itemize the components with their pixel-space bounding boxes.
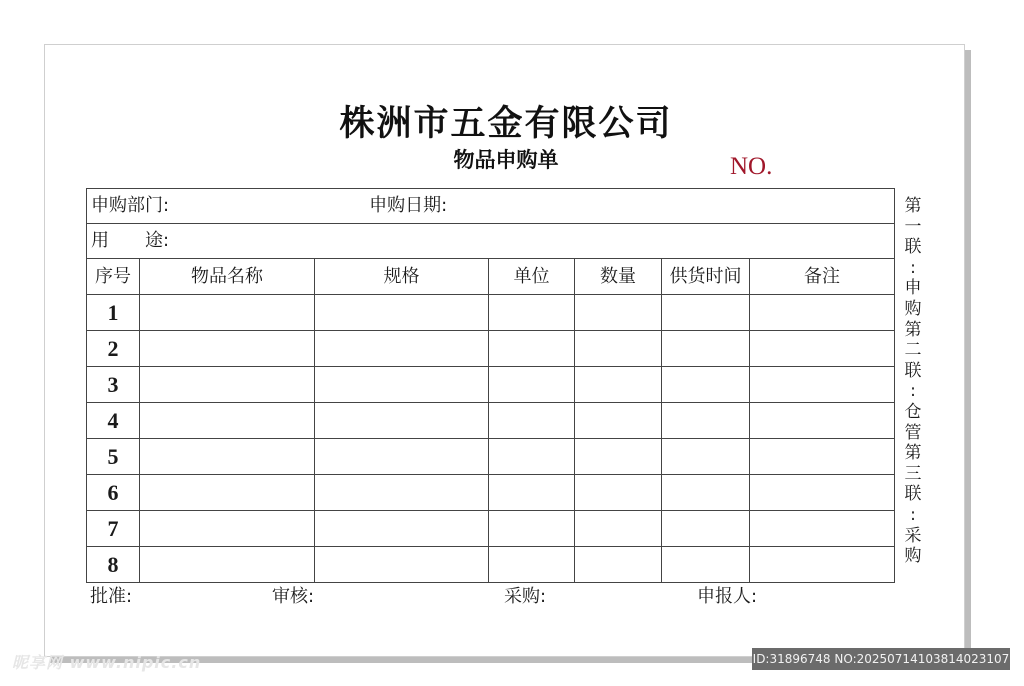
row-cell[interactable] — [140, 331, 315, 367]
row-cell[interactable] — [750, 475, 895, 511]
date-label: 申购日期: — [369, 195, 448, 216]
row-cell[interactable] — [750, 367, 895, 403]
row-cell[interactable] — [315, 331, 489, 367]
side-note-char: 联 — [904, 360, 922, 381]
row-cell[interactable] — [575, 331, 662, 367]
dept-date-cell[interactable] — [87, 189, 895, 224]
column-header: 备注 — [750, 259, 895, 295]
side-note-char: 第 — [904, 319, 922, 340]
purpose-row — [87, 224, 895, 259]
copy-distribution-note — [903, 196, 923, 567]
row-cell[interactable] — [489, 403, 575, 439]
row-cell[interactable] — [489, 439, 575, 475]
row-cell[interactable] — [750, 295, 895, 331]
row-cell[interactable] — [489, 511, 575, 547]
side-note-char: 购 — [904, 546, 922, 567]
row-cell[interactable] — [489, 295, 575, 331]
row-number: 5 — [87, 439, 140, 475]
purpose-label: 用 途: — [91, 230, 170, 251]
row-cell[interactable] — [750, 439, 895, 475]
row-cell[interactable] — [315, 511, 489, 547]
row-cell[interactable] — [140, 475, 315, 511]
side-note-char: 二 — [904, 340, 922, 361]
row-cell[interactable] — [315, 367, 489, 403]
reporter-label: 申报人: — [697, 586, 758, 607]
purpose-cell[interactable] — [87, 224, 895, 259]
row-cell[interactable] — [662, 331, 750, 367]
row-cell[interactable] — [489, 475, 575, 511]
row-cell[interactable] — [750, 403, 895, 439]
table-body — [87, 295, 895, 583]
table-row — [87, 403, 895, 439]
row-cell[interactable] — [575, 475, 662, 511]
serial-number-label: NO. — [730, 153, 773, 180]
row-cell[interactable] — [750, 547, 895, 583]
row-cell[interactable] — [662, 295, 750, 331]
row-number: 4 — [87, 403, 140, 439]
review-label: 审核: — [272, 586, 315, 607]
company-name: 株洲市五金有限公司 — [339, 104, 673, 144]
row-cell[interactable] — [662, 367, 750, 403]
column-header: 规格 — [315, 259, 489, 295]
row-cell[interactable] — [662, 547, 750, 583]
side-note-char: 仓 — [904, 401, 922, 422]
row-cell[interactable] — [140, 367, 315, 403]
row-cell[interactable] — [750, 331, 895, 367]
row-number: 6 — [87, 475, 140, 511]
form-title: 物品申购单 — [453, 148, 559, 172]
column-header: 物品名称 — [140, 259, 315, 295]
column-header: 供货时间 — [662, 259, 750, 295]
side-note-char: 申 — [904, 278, 922, 299]
row-cell[interactable] — [575, 295, 662, 331]
row-cell[interactable] — [575, 511, 662, 547]
side-note-char: 联 — [904, 237, 922, 258]
side-note-char: 购 — [904, 298, 922, 319]
column-header: 数量 — [575, 259, 662, 295]
row-number: 7 — [87, 511, 140, 547]
row-number: 1 — [87, 295, 140, 331]
table-row — [87, 475, 895, 511]
row-cell[interactable] — [662, 511, 750, 547]
row-cell[interactable] — [140, 511, 315, 547]
approve-label: 批准: — [90, 586, 133, 607]
column-header: 序号 — [87, 259, 140, 295]
row-cell[interactable] — [315, 475, 489, 511]
watermark-logo: 昵享网 www.nipic.cn — [12, 653, 202, 672]
row-cell[interactable] — [575, 547, 662, 583]
row-cell[interactable] — [662, 475, 750, 511]
side-note-char: 联 — [904, 484, 922, 505]
side-note-char: : — [910, 381, 916, 402]
row-cell[interactable] — [489, 367, 575, 403]
side-note-char: 一 — [904, 216, 922, 237]
dept-label: 申购部门: — [91, 195, 170, 216]
table-row — [87, 331, 895, 367]
side-note-char: 第 — [904, 196, 922, 216]
purchase-label: 采购: — [504, 586, 547, 607]
side-note-char: : — [910, 257, 916, 278]
table-header-row — [87, 259, 895, 295]
column-header: 单位 — [489, 259, 575, 295]
row-cell[interactable] — [140, 403, 315, 439]
row-cell[interactable] — [315, 403, 489, 439]
side-note-char: 三 — [904, 463, 922, 484]
row-cell[interactable] — [662, 439, 750, 475]
table-row — [87, 511, 895, 547]
row-number: 3 — [87, 367, 140, 403]
row-cell[interactable] — [662, 403, 750, 439]
side-note-char: : — [910, 504, 916, 525]
row-cell[interactable] — [315, 547, 489, 583]
row-number: 2 — [87, 331, 140, 367]
row-cell[interactable] — [750, 511, 895, 547]
row-cell[interactable] — [140, 295, 315, 331]
side-note-char: 第 — [904, 443, 922, 464]
row-cell[interactable] — [575, 403, 662, 439]
row-cell[interactable] — [315, 295, 489, 331]
watermark-id: ID:31896748 NO:20250714103814023107 — [752, 648, 1010, 670]
table-row — [87, 547, 895, 583]
dept-date-row — [87, 189, 895, 224]
table-row — [87, 367, 895, 403]
row-cell[interactable] — [575, 439, 662, 475]
row-cell[interactable] — [489, 547, 575, 583]
side-note-char: 管 — [904, 422, 922, 443]
row-cell[interactable] — [575, 367, 662, 403]
side-note-char: 采 — [904, 525, 922, 546]
table-row — [87, 439, 895, 475]
row-cell[interactable] — [140, 547, 315, 583]
row-cell[interactable] — [489, 331, 575, 367]
row-cell[interactable] — [315, 439, 489, 475]
table-row — [87, 295, 895, 331]
requisition-table — [86, 188, 895, 583]
row-cell[interactable] — [140, 439, 315, 475]
row-number: 8 — [87, 547, 140, 583]
